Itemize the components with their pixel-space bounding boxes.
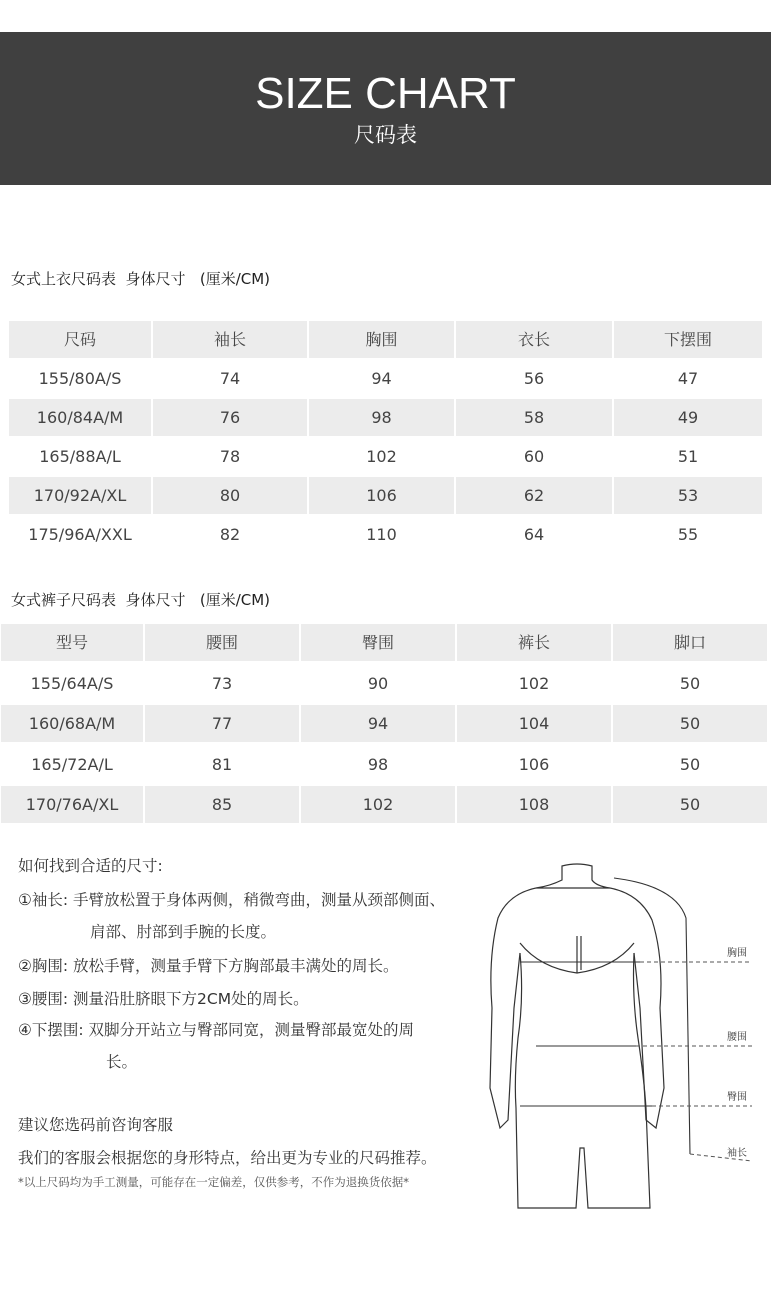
table-cell: 165/72A/L <box>31 754 113 774</box>
table-cell: 102 <box>518 673 550 693</box>
pants-table-caption: 女式裤子尺码表 身体尺寸 (厘米/CM) <box>11 591 271 609</box>
top-table-caption: 女式上衣尺码表 身体尺寸 (厘米/CM) <box>11 270 271 288</box>
table-cell: 155/64A/S <box>30 673 114 693</box>
measure-lines <box>520 878 690 1154</box>
table-cell: 102 <box>366 447 397 466</box>
table-header-cell: 型号 <box>1 624 143 661</box>
table-cell: 82 <box>219 525 241 544</box>
guide-chest: ②胸围: 放松手臂，测量手臂下方胸部最丰满处的周长。 <box>18 957 399 975</box>
table-cell: 53 <box>614 477 762 514</box>
table-cell: 155/80A/S <box>38 369 122 388</box>
table-header-cell: 尺码 <box>9 321 151 358</box>
table-header-cell: 袖长 <box>153 321 307 358</box>
table-cell: 55 <box>677 525 699 544</box>
table-row <box>0 746 771 783</box>
table-cell: 74 <box>219 369 241 388</box>
table-cell: 170/92A/XL <box>9 477 151 514</box>
table-row <box>0 516 771 553</box>
table-header-cell: 脚口 <box>613 624 767 661</box>
table-cell: 51 <box>677 447 699 466</box>
table-cell: 165/88A/L <box>39 447 121 466</box>
guide-waist: ③腰围: 测量沿肚脐眼下方2CM处的周长。 <box>18 990 309 1008</box>
table-cell: 170/76A/XL <box>1 786 143 823</box>
table-header-row <box>0 624 771 661</box>
table-cell: 73 <box>211 673 233 693</box>
table-row <box>0 705 771 742</box>
table-cell: 110 <box>366 525 397 544</box>
table-cell: 94 <box>371 369 392 388</box>
table-row <box>0 360 771 397</box>
advice-heading: 建议您选码前咨询客服 <box>18 1116 174 1134</box>
table-cell: 56 <box>523 369 545 388</box>
page-title: SIZE CHART <box>255 69 516 118</box>
table-header-cell: 下摆围 <box>614 321 762 358</box>
table-cell: 102 <box>301 786 455 823</box>
table-cell: 47 <box>677 369 699 388</box>
table-header-cell: 裤长 <box>457 624 611 661</box>
table-cell: 104 <box>457 705 611 742</box>
table-cell: 108 <box>457 786 611 823</box>
title-banner <box>0 32 771 185</box>
table-header-cell: 胸围 <box>309 321 454 358</box>
table-cell: 49 <box>614 399 762 436</box>
table-row <box>0 438 771 475</box>
chest-figure-label: 胸围 <box>727 948 747 959</box>
table-cell: 64 <box>523 525 545 544</box>
guide-hem-line-1: ④下摆围: 双脚分开站立与臀部同宽，测量臀部最宽处的周 <box>18 1021 415 1039</box>
table-cell: 98 <box>309 399 454 436</box>
table-cell: 98 <box>367 754 389 774</box>
body-measurement-figure <box>480 858 771 1218</box>
pants-size-table <box>0 624 771 824</box>
table-cell: 160/84A/M <box>9 399 151 436</box>
dashed-leaders <box>636 962 752 1161</box>
table-cell: 62 <box>456 477 612 514</box>
top-size-table <box>0 321 771 555</box>
page-subtitle: 尺码表 <box>354 123 417 147</box>
table-row <box>0 399 771 436</box>
body-outline <box>490 864 664 1208</box>
table-header-cell: 衣长 <box>456 321 612 358</box>
table-cell: 106 <box>309 477 454 514</box>
guide-heading: 如何找到合适的尺寸: <box>18 857 163 875</box>
table-cell: 106 <box>518 754 550 774</box>
table-cell: 175/96A/XXL <box>28 525 132 544</box>
guide-sleeve-line-1: ①袖长: 手臂放松置于身体两侧，稍微弯曲，测量从颈部侧面、 <box>18 891 446 909</box>
table-row <box>0 477 771 514</box>
table-row <box>0 786 771 823</box>
table-header-cell: 臀围 <box>301 624 455 661</box>
table-cell: 85 <box>145 786 299 823</box>
advice-text: 我们的客服会根据您的身形特点，给出更为专业的尺码推荐。 <box>18 1149 437 1167</box>
table-row <box>0 665 771 702</box>
table-cell: 80 <box>153 477 307 514</box>
table-cell: 160/68A/M <box>1 705 143 742</box>
sleeve-figure-label: 袖长 <box>727 1148 747 1159</box>
guide-sleeve-line-2: 肩部、肘部到手腕的长度。 <box>90 923 277 941</box>
table-cell: 50 <box>679 673 701 693</box>
table-cell: 78 <box>219 447 241 466</box>
table-cell: 50 <box>613 705 767 742</box>
table-cell: 77 <box>145 705 299 742</box>
table-header-cell: 腰围 <box>145 624 299 661</box>
table-cell: 50 <box>679 754 701 774</box>
guide-hem-line-2: 长。 <box>106 1053 138 1071</box>
table-cell: 60 <box>523 447 545 466</box>
waist-figure-label: 腰围 <box>727 1032 747 1043</box>
body-outline-svg <box>480 858 771 1218</box>
hip-figure-label: 臀围 <box>727 1092 747 1103</box>
table-header-row <box>0 321 771 358</box>
table-cell: 81 <box>211 754 233 774</box>
table-cell: 76 <box>153 399 307 436</box>
table-cell: 58 <box>456 399 612 436</box>
disclaimer: *以上尺码均为手工测量，可能存在一定偏差，仅供参考，不作为退换货依据* <box>18 1175 409 1189</box>
table-cell: 94 <box>301 705 455 742</box>
table-cell: 90 <box>367 673 389 693</box>
table-cell: 50 <box>613 786 767 823</box>
